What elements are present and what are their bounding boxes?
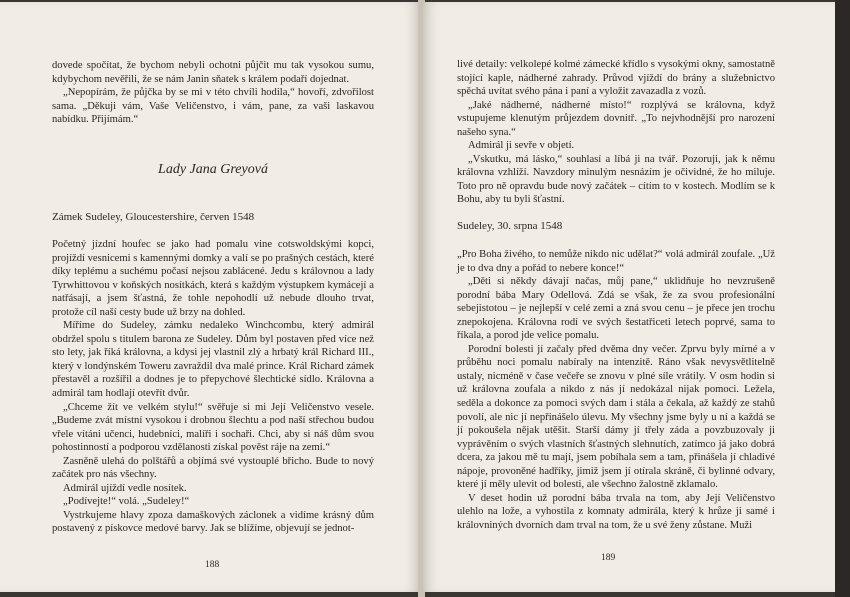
paragraph: „Jaké nádherné, nádherné místo!“ rozplývá se královna, když vstupujeme klenutým průjezdem dovnitř. „To nejvhodnější pro narození našeho syna.“ bbox=[457, 99, 775, 138]
paragraph: dovede spočítat, že bychom nebyli ochotni půjčit mu tak vysokou sumu, kdybychom nevěřili, že se nám Janin sňatek s králem podaří dojednat. bbox=[52, 60, 374, 85]
paragraph: Početný jízdní houfec se jako had pomalu vine cotswoldskými kopci, projíždí vesnicemi s kamennými domky a valí se po prašných cestách, které díky teplému a suchému počasí nejsou zablácené. Jedu s královnou a lady Tyrwhittovou v koňských nosítkách, která s každým výstupkem kymácejí a natřásají, a jsem šťastná, že tohle nepohodlí už nebude dlouho trvat, protože cíl naší cesty bude už brzy na dohled. bbox=[52, 239, 374, 318]
paragraph: „Nepopírám, že půjčka by se mi v této chvíli hodila,“ hovoří, zdvořilost sama. „Děkuji vám, Vaše Veličenstvo, i vám, pane, za vaši laskavou nabídku. Přijímám.“ bbox=[52, 87, 374, 126]
right-body-text bbox=[457, 248, 775, 532]
paragraph: „Pro Boha živého, to nemůže nikdo nic udělat?“ volá admirál zoufale. „Už je to dva dny a pořád to nebere konce!“ bbox=[457, 249, 775, 274]
place-date-heading: Sudeley, 30. srpna 1548 bbox=[457, 220, 563, 232]
paragraph: „Chceme žít ve velkém stylu!“ svěřuje si mi Její Veličenstvo vesele. „Budeme zvát místní vysokou i drobnou šlechtu a pod naší střechou budou vřele vítáni učenci, hudebníci, malíři i sochaři. Chci, aby si náš dům svou pohostinností a podporou vzdělanosti získal pověst ráje na zemi.“ bbox=[52, 401, 374, 454]
paragraph: livé detaily: velkolepé kolmé zámecké křídlo s vysokými okny, samostatně stojící kaple, nádherné zahrady. Průvod vjíždí do brány a služebnictvo spěchá uvítat svého pána i paní a vyložit zavazadla z vozů. bbox=[457, 59, 775, 98]
page-number: 188 bbox=[205, 560, 220, 570]
paragraph: Vystrkujeme hlavy zpoza damaškových záclonek a vidíme krásný dům postavený z pískovce medové barvy. Jak se blížíme, objevují se jednot- bbox=[52, 509, 374, 535]
paragraph: „Vskutku, má lásko,“ souhlasí a líbá ji na tvář. Pozoruji, jak k němu královna vzhlíží. Navzdory minulým nesnázím je očividné, že ho miluje. Toto pro ně opravdu bude nový začátek – cítím to v kostech. Modlím se k Bohu, aby tu byli šťastní. bbox=[457, 153, 775, 206]
paragraph: „Děti si někdy dávají načas, můj pane,“ uklidňuje ho nevzrušeně porodní bába Mary Odellová. Zdá se však, že za svou profesionální sebejistotou – je nejlepší v celé zemi a zná svou cenu – je přece jen trochu znepokojena. Královna rodí ve svých šestatřiceti letech poprvé, sama to říkala, a porod jde velice pomalu. bbox=[457, 276, 775, 342]
paragraph: Porodní bolesti jí začaly před dvěma dny večer. Zprvu byly mírné a v průběhu noci pomalu nabíraly na intenzitě. Ráno však nevysvětlitelně ustaly, nicméně v čase večeře se znovu v plné síle vrátily. V osm hodin si už královna zoufala a nikdo z nás jí nedokázal nijak pomoci. Ležela, seděla a dokonce za pomoci svých dam i stála a čekala, až každý ze stahů povolí, ale nic jí nepřinášelo úlevu. My všechny jsme byly u ní a každá se jí pokoušela nějak utěšit. Starší dámy jí třely záda a povzbuzovaly ji vyprávěním o svých vlastních šťastných slehnutích, zatímco já jako dobrá dcera, za jakou mě tu mají, jsem pobíhala sem a tam, přinášela jí chladivé nápoje, provoněné hadříky, jimiž jsem jí otírala skráně, či bylinné odvary, které jí měly ulevit od bolesti, ale všechno žalostně zklamalo. bbox=[457, 343, 775, 491]
paragraph: Zasněně ulehá do polštářů a objímá své vystouplé břicho. Bude to nový začátek pro nás všechny. bbox=[52, 455, 374, 481]
right-top-text bbox=[457, 58, 775, 207]
left-page bbox=[0, 2, 420, 592]
paragraph: Míříme do Sudeley, zámku nedaleko Winchcombu, který admirál obdržel spolu s titulem barona ze Sudeley. Dům byl postaven před více než sto lety, jak říká královna, a kdysi jej vlastnil zlý a hrbatý král Richard III., který v londýnském Toweru zavraždil dva malé prince. Král Richard zámek přestavěl a rozšířil a dodnes je to přepychové šlechtické sídlo. Královna a admirál tam hodlají otevřít dvůr. bbox=[52, 320, 374, 400]
paragraph: Admirál ujíždí vedle nosítek. bbox=[63, 482, 187, 494]
paragraph: V deset hodin už porodní bába trvala na tom, aby Její Veličenstvo ulehlo na lože, a vyhostila z komnaty admirála, který k hrůze ji samé i královniných dvorních dam trval na tom, že u své ženy zůstane. Muži bbox=[457, 492, 775, 531]
left-body-text bbox=[52, 238, 374, 536]
book-edge bbox=[835, 0, 850, 597]
place-date-heading: Zámek Sudeley, Gloucestershire, červen 1548 bbox=[52, 211, 255, 223]
left-top-text bbox=[52, 59, 374, 127]
page-number: 189 bbox=[601, 553, 616, 563]
paragraph: Admirál ji sevře v objetí. bbox=[468, 140, 575, 152]
paragraph: „Podívejte!“ volá. „Sudeley!“ bbox=[63, 496, 190, 508]
right-page bbox=[423, 2, 835, 592]
chapter-title: Lady Jana Greyová bbox=[158, 162, 268, 177]
